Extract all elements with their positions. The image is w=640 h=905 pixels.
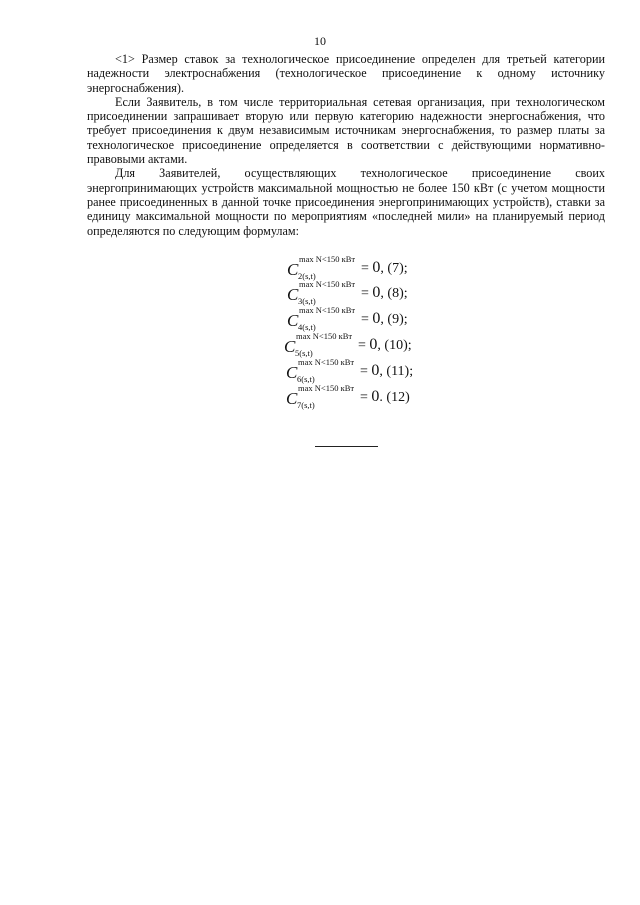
formula-value: 0 bbox=[372, 259, 381, 276]
formula-superscript: max N<150 кВт bbox=[296, 331, 353, 341]
formula-value: 0 bbox=[371, 362, 380, 379]
formula-value: 0 bbox=[372, 284, 381, 301]
formula-superscript: max N<150 кВт bbox=[299, 305, 356, 315]
formula-subscript: 5(s,t) bbox=[295, 348, 313, 358]
footnote-separator bbox=[315, 446, 378, 447]
formula-superscript: max N<150 кВт bbox=[298, 383, 355, 393]
page-number: 10 bbox=[314, 34, 326, 48]
formula-symbol: C bbox=[284, 337, 296, 356]
formula-symbol: C bbox=[287, 285, 299, 304]
formula-number: . (12) bbox=[379, 390, 410, 405]
formula-subscript: 6(s,t) bbox=[297, 374, 315, 384]
formula-number: , (7); bbox=[380, 261, 408, 276]
formula-10: C max N<150 кВт 5(s,t) = 0, (10); bbox=[284, 331, 412, 358]
formula-number: , (8); bbox=[380, 286, 408, 301]
formula-number: , (9); bbox=[380, 312, 408, 327]
formula-subscript: 2(s,t) bbox=[298, 271, 316, 281]
applicants-paragraph: Для Заявителей, осуществляющих технологическое присоединение своих энергопринимающих устройств максимальной мощностью не более 150 кВт (с учетом мощности ранее присоединенных в данной точке присоединения энергопринимающих устройств), ставки за единицу максимальной мощности по мероприятиям «последней мили» на планируемый период определяются по следующим формулам: bbox=[87, 166, 605, 238]
formula-12: C max N<150 кВт 7(s,t) = 0. (12) bbox=[286, 383, 410, 410]
formula-symbol: C bbox=[286, 389, 298, 408]
formula-value: 0 bbox=[369, 336, 378, 353]
reliability-paragraph: Если Заявитель, в том числе территориальная сетевая организация, при технологическом присоединении запрашивает вторую или первую категорию надежности энергоснабжения, что требует присоединения к двум независимым источникам энергоснабжения, то размер платы за технологическое присоединение определяется в соответствии с действующими нормативно-правовыми актами. bbox=[87, 94, 605, 167]
formula-7: C max N<150 кВт 2(s,t) = 0, (7); bbox=[287, 254, 408, 281]
formula-superscript: max N<150 кВт bbox=[298, 357, 355, 367]
formula-symbol: C bbox=[287, 260, 299, 279]
footnote-paragraph: <1> Размер ставок за технологическое присоединение определен для третьей категории надежности электроснабжения (технологическое присоединение к одному источнику энергоснабжения). bbox=[87, 52, 605, 95]
formula-subscript: 3(s,t) bbox=[298, 296, 316, 306]
formula-8: C max N<150 кВт 3(s,t) = 0, (8); bbox=[287, 279, 408, 306]
formula-value: 0 bbox=[372, 310, 381, 327]
formula-symbol: C bbox=[287, 311, 299, 330]
formula-number: , (11); bbox=[379, 364, 414, 379]
formula-subscript: 4(s,t) bbox=[298, 322, 316, 332]
formula-9: C max N<150 кВт 4(s,t) = 0, (9); bbox=[287, 305, 408, 332]
formula-subscript: 7(s,t) bbox=[297, 400, 315, 410]
formula-11: C max N<150 кВт 6(s,t) = 0, (11); bbox=[286, 357, 414, 384]
formula-symbol: C bbox=[286, 363, 298, 382]
document-body bbox=[87, 52, 605, 238]
formula-value: 0 bbox=[371, 388, 380, 405]
formula-superscript: max N<150 кВт bbox=[299, 279, 356, 289]
formula-number: , (10); bbox=[377, 338, 412, 353]
formula-superscript: max N<150 кВт bbox=[299, 254, 356, 264]
